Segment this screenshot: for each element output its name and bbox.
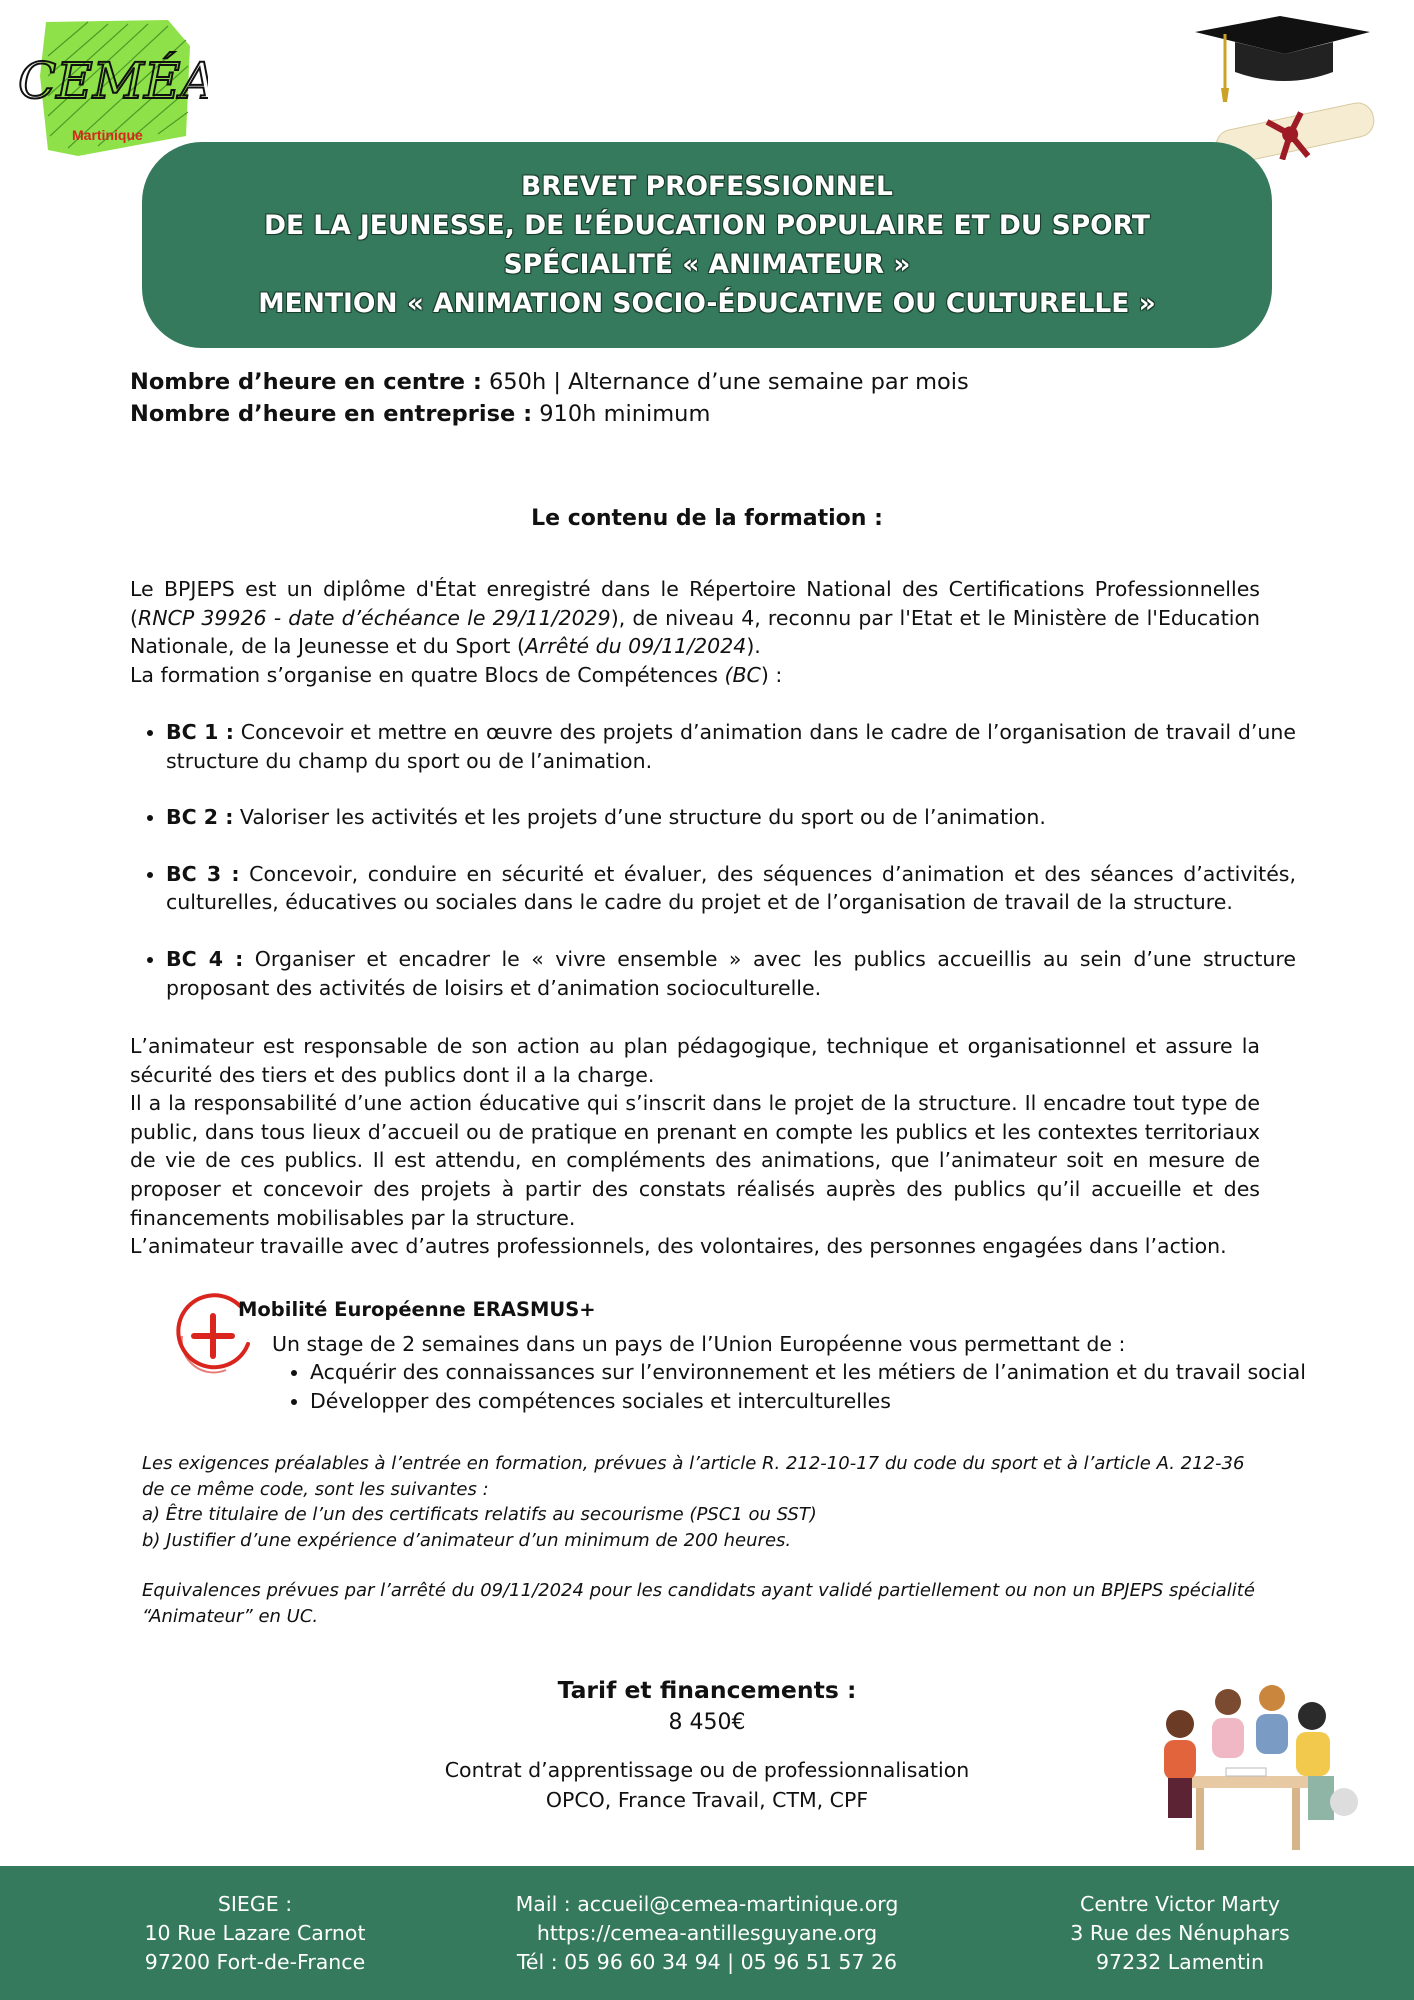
description-paragraph-3: L’animateur travaille avec d’autres professionnels, des volontaires, des personnes engagées dans l’action. [130, 1234, 1227, 1259]
title-line-1: BREVET PROFESSIONNEL [521, 171, 893, 202]
footer-siege [80, 1890, 430, 1977]
siege-label: SIEGE : [217, 1892, 293, 1916]
bloc-label: BC 3 : [166, 861, 240, 886]
group-illustration [1140, 1672, 1360, 1862]
hours-entreprise-value: 910h minimum [532, 401, 711, 427]
section-title: Le contenu de la formation : [531, 506, 883, 531]
erasmus-title: Mobilité Européenne ERASMUS+ [238, 1298, 596, 1321]
centre-street: 3 Rue des Nénuphars [1070, 1921, 1290, 1945]
title-line-3: SPÉCIALITÉ « ANIMATEUR » [503, 249, 911, 280]
list-item: • Acquérir des connaissances sur l’environnement et les métiers de l’animation et du travail social [310, 1358, 1306, 1387]
siege-street: 10 Rue Lazare Carnot [144, 1921, 366, 1945]
arrete-reference: Arrêté du 09/11/2024 [524, 634, 747, 659]
cemea-logo [18, 16, 208, 156]
list-item [166, 803, 1296, 832]
contact-email[interactable]: Mail : accueil@cemea-martinique.org [515, 1892, 899, 1916]
hours-centre-value: 650h | Alternance d’une semaine par mois [481, 369, 969, 395]
hours-centre [130, 369, 969, 395]
organisation-text-end: ) : [760, 662, 783, 687]
competence-blocks-list [130, 718, 1296, 1030]
graduation-cap-icon [1195, 10, 1385, 160]
hours-entreprise [130, 401, 710, 427]
description-paragraphs [130, 1032, 1260, 1261]
prerequisites-block [142, 1451, 1272, 1553]
equivalences-note: Equivalences prévues par l’arrêté du 09/11/2024 pour les candidats ayant validé partiellement ou non un BPJEPS spécialité “Animateur” en UC. [142, 1580, 1255, 1627]
title-line-2: DE LA JEUNESSE, DE L’ÉDUCATION POPULAIRE ET DU SPORT [263, 210, 1150, 241]
organisation-text: La formation s’organise en quatre Blocs de Compétences [130, 662, 725, 687]
contact-phone: Tél : 05 96 60 34 94 | 05 96 51 57 26 [516, 1950, 898, 1974]
description-paragraph-2: Il a la responsabilité d’une action éducative qui s’inscrit dans le projet de la structure. Il encadre tout type de public, dans tous lieux d’accueil ou de pratique en prenant en compte les publics et les contextes territoriaux de vie de ces publics. Il est attendu, en compléments des animations, que l’animateur soit en mesure de proposer et concevoir des projets à partir des constats réalisés auprès des publics qu’il accueille et des financements mobilisables par la structure. [130, 1091, 1260, 1230]
bloc-label: BC 1 : [166, 720, 234, 744]
hours-centre-label: Nombre d’heure en centre : [130, 369, 482, 395]
description-paragraph-1: L’animateur est responsable de son action au plan pédagogique, technique et organisationnel et assure la sécurité des tiers et des publics dont il a la charge. [130, 1034, 1260, 1087]
rncp-reference: RNCP 39926 - date d’échéance le 29/11/2029 [138, 605, 611, 630]
siege-city: 97200 Fort-de-France [144, 1950, 366, 1974]
bloc-text: Concevoir et mettre en œuvre des projets d’animation dans le cadre de l’organisation de travail d’une structure du champ du sport ou de l’animation. [166, 720, 1296, 773]
tarif-title: Tarif et financements : [557, 1676, 857, 1704]
funders: OPCO, France Travail, CTM, CPF [545, 1788, 869, 1812]
tarif-price: 8 450€ [668, 1710, 746, 1735]
list-item: • Développer des compétences sociales et interculturelles [310, 1387, 1306, 1416]
logo-text: CEMÉA [18, 52, 208, 110]
contact-website[interactable]: https://cemea-antillesguyane.org [536, 1921, 878, 1945]
erasmus-list [272, 1358, 1306, 1416]
footer-contact [457, 1890, 957, 1977]
intro-paragraph [130, 575, 1260, 689]
bc-abbrev: (BC [724, 662, 761, 687]
centre-name: Centre Victor Marty [1080, 1892, 1280, 1916]
title-banner [142, 142, 1272, 348]
list-item [166, 718, 1296, 775]
logo-subtext: Martinique [72, 127, 143, 143]
list-item [166, 945, 1296, 1002]
footer-centre [1030, 1890, 1330, 1977]
erasmus-intro: Un stage de 2 semaines dans un pays de l’Union Européenne vous permettant de : [272, 1332, 1126, 1356]
bloc-text: Valoriser les activités et les projets d’une structure du sport ou de l’animation. [233, 805, 1046, 830]
bloc-text: Concevoir, conduire en sécurité et évaluer, des séquences d’animation et des séances d’activités, culturelles, éducatives ou sociales dans le cadre du projet et de l’organisation de travail de la structure. [166, 861, 1297, 915]
bloc-label: BC 4 : [166, 946, 244, 971]
intro-text: Le BPJEPS est un diplôme d'État enregistré dans le Répertoire National des Certifications Professionnelles ( [130, 577, 1260, 630]
bloc-label: BC 2 : [166, 805, 234, 830]
prerequisites-intro: Les exigences préalables à l’entrée en formation, prévues à l’article R. 212-10-17 du code du sport et à l’article A. 212-36 de ce même code, sont les suivantes : [142, 1453, 1245, 1500]
intro-text-3: ). [746, 634, 761, 659]
prerequisite-a: a) Être titulaire de l’un des certificats relatifs au secourisme (PSC1 ou SST) [142, 1504, 817, 1525]
list-item [166, 860, 1296, 917]
title-line-4: MENTION « ANIMATION SOCIO-ÉDUCATIVE OU CULTURELLE » [258, 288, 1156, 319]
prerequisite-b: b) Justifier d’une expérience d’animateur d’un minimum de 200 heures. [142, 1529, 792, 1551]
footer [0, 1866, 1414, 2000]
contract-types: Contrat d’apprentissage ou de professionnalisation [444, 1758, 970, 1782]
hours-entreprise-label: Nombre d’heure en entreprise : [130, 401, 533, 427]
bloc-text: Organiser et encadrer le « vivre ensemble » avec les publics accueillis au sein d’une structure proposant des activités de loisirs et d’animation socioculturelle. [166, 946, 1296, 1000]
intro-text-2: ), de niveau 4, reconnu par l'Etat et le Ministère de l'Education Nationale, de la Jeunesse et du Sport ( [130, 605, 1261, 659]
centre-city: 97232 Lamentin [1095, 1950, 1264, 1974]
